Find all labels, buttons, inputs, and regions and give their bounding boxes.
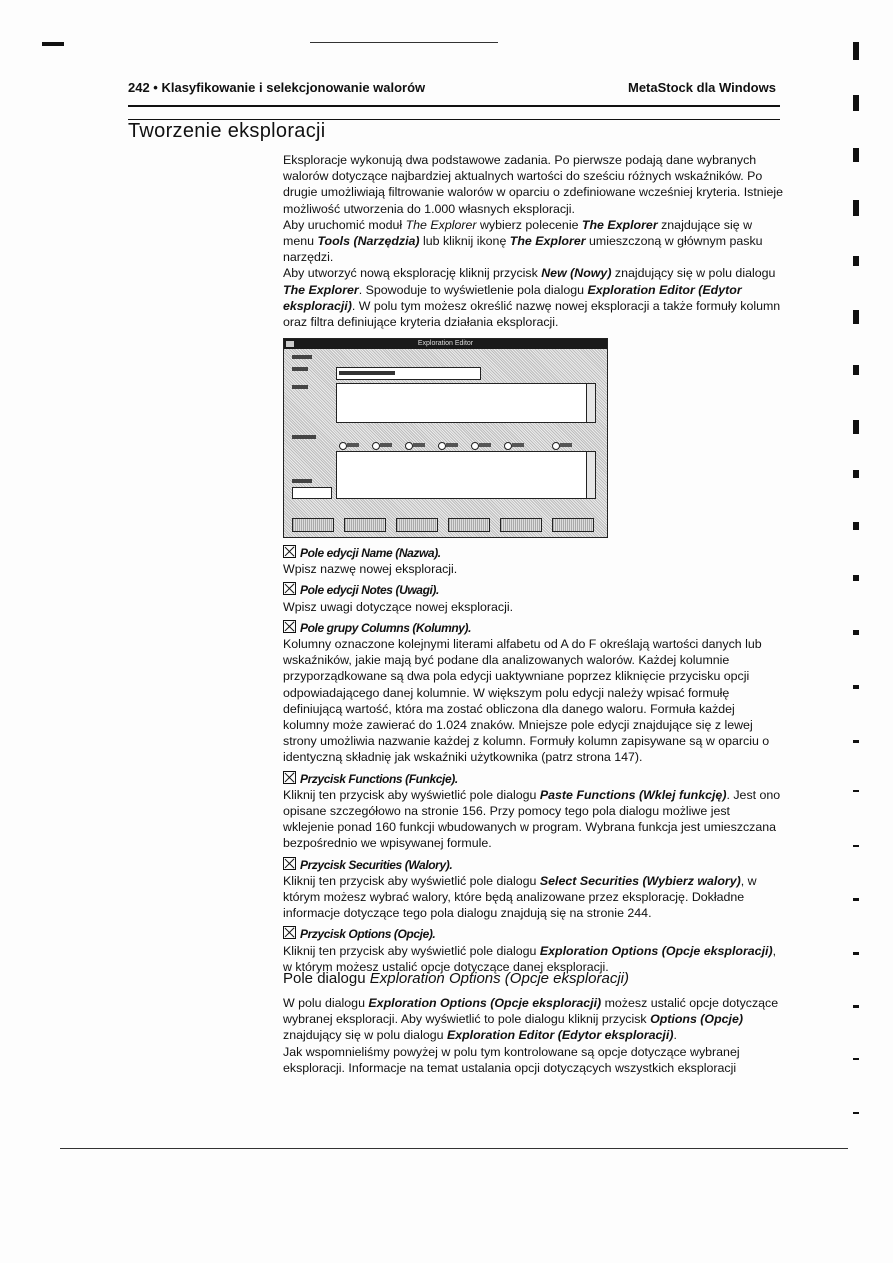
dialog-radio: [438, 442, 446, 450]
dialog-help-button: [552, 518, 594, 532]
dialog-notes-field: [336, 383, 596, 423]
list-item: [283, 582, 783, 614]
dialog-radio-label: [479, 443, 491, 447]
intro-text: [283, 152, 783, 330]
scan-mark: [853, 310, 859, 324]
dialog-label: [292, 367, 308, 371]
scan-mark: [853, 790, 859, 792]
checkbox-x-icon: [283, 926, 296, 939]
dialog-scrollbar: [586, 384, 595, 422]
dialog-radio: [552, 442, 560, 450]
checkbox-x-icon: [283, 582, 296, 595]
item-heading: Pole edycji Name (Nazwa).: [300, 546, 441, 560]
item-body: Kliknij ten przycisk aby wyświetlić pole dialogu Paste Functions (Wklej funkcję). Jest ono opisane szczegółowo na stronie 156. Przy pomocy tego pola dialogu możliwe jest wklejenie ponad 160 funkcji wbudowanych w program. Wybrana funkcja jest umieszczana bezpośrednio we wpisywanej formule.: [283, 787, 781, 851]
footer-rule: [60, 1148, 848, 1149]
scan-mark: [853, 95, 859, 111]
scan-mark: [853, 200, 859, 216]
subsection-paragraph-1: W polu dialogu Exploration Options (Opcje eksploracji) możesz ustalić opcje dotyczące wybranej eksploracji. Aby wyświetlić to pole dialogu kliknij przycisk Options (Opcje) znajdujący się w polu dialogu Exploration Editor (Edytor eksploracji).: [283, 996, 779, 1043]
dialog-options-button: [500, 518, 542, 532]
scan-line: [310, 42, 498, 43]
dialog-name-field: [336, 367, 481, 380]
section-title: Tworzenie eksploracji: [128, 120, 326, 142]
scan-mark: [853, 952, 859, 955]
dialog-radio-label: [560, 443, 572, 447]
scan-mark: [853, 898, 859, 901]
item-body: Kolumny oznaczone kolejnymi literami alfabetu od A do F określają wartości danych lub wskaźników, jakie mają być podane dla analizowanych walorów. Każdej kolumnie przyporządkowane są dwa pola edycji uaktywniane poprzez kliknięcie przycisku opcji odpowiadającego danej kolumnie. W większym polu edycji należy wpisać formułę definiującą wartość, która ma zostać obliczona dla danego waloru. Formuła każdej kolumny może zawierać do 1.024 znaków. Mniejsze pole edycji znajdujące się z lewej strony umożliwia nazwanie każdej z kolumn. Formuły kolumn zapisywane są w oparciu o identyczną składnię jak wskaźniki użytkownika (patrz strona 147).: [283, 637, 770, 765]
checkbox-x-icon: [283, 620, 296, 633]
dialog-radio: [339, 442, 347, 450]
running-header-right: MetaStock dla Windows: [628, 80, 776, 95]
subsection-title: Pole dialogu Exploration Options (Opcje eksploracji): [283, 970, 630, 987]
checkbox-x-icon: [283, 545, 296, 558]
scan-mark: [853, 470, 859, 478]
dialog-ok-button: [292, 518, 334, 532]
dialog-radio: [405, 442, 413, 450]
list-item: [283, 620, 783, 766]
item-heading: Przycisk Functions (Funkcje).: [300, 771, 458, 786]
dialog-securities-button: [448, 518, 490, 532]
list-item: [283, 926, 783, 975]
scan-mark: [853, 1112, 859, 1114]
checkbox-x-icon: [283, 771, 296, 784]
dialog-radio-label: [347, 443, 359, 447]
dialog-label: [292, 385, 308, 389]
item-list: [283, 545, 783, 975]
dialog-radio-label: [413, 443, 425, 447]
dialog-system-menu-icon: [286, 341, 294, 347]
checkbox-x-icon: [283, 857, 296, 870]
dialog-label: [292, 479, 312, 483]
list-item: [283, 545, 783, 577]
item-heading: Przycisk Securities (Walory).: [300, 857, 453, 872]
exploration-editor-screenshot: [283, 338, 608, 538]
dialog-radio-label: [380, 443, 392, 447]
intro-paragraph-2: Aby uruchomić moduł The Explorer wybierz polecenie The Explorer znajdujące się w menu Tools (Narzędzia) lub kliknij ikonę The Explorer umieszczoną w głównym pasku narzędzi.: [283, 217, 763, 265]
dialog-column-formula-field: [336, 451, 596, 499]
scan-mark: [853, 845, 859, 847]
scan-mark: [853, 256, 859, 266]
intro-paragraph-3: Aby utworzyć nową eksplorację kliknij przycisk New (Nowy) znajdujący się w polu dialogu The Explorer. Spowoduje to wyświetlenie pola dialogu Exploration Editor (Edytor eksploracji). W polu tym możesz określić nazwę nowej eksploracji a także formuły kolumn oraz filtra definiujące kryteria działania eksploracji.: [283, 266, 781, 330]
scan-mark: [853, 42, 859, 60]
scan-mark: [853, 575, 859, 581]
item-heading: Przycisk Options (Opcje).: [300, 927, 436, 942]
dialog-cancel-button: [344, 518, 386, 532]
dialog-radio-label: [512, 443, 524, 447]
dialog-radio: [471, 442, 479, 450]
dialog-column-name-field: [292, 487, 332, 499]
scan-mark: [853, 420, 859, 434]
item-body: Kliknij ten przycisk aby wyświetlić pole dialogu Exploration Options (Opcje eksploracji), w którym możesz ustalić opcje dotyczące danej eksploracji.: [283, 943, 777, 974]
subsection-text: [283, 995, 783, 1076]
dialog-radio: [372, 442, 380, 450]
scan-mark: [853, 740, 859, 743]
dialog-title: Exploration Editor: [417, 340, 474, 347]
item-body: Kliknij ten przycisk aby wyświetlić pole dialogu Select Securities (Wybierz walory), w którym możesz wybrać walory, które będą analizowane przez eksplorację. Dokładne informacje dotyczące tego pola dialogu znajdują się na stronie 244.: [283, 873, 757, 921]
scan-mark: [853, 685, 859, 689]
item-body: Wpisz uwagi dotyczące nowej eksploracji.: [283, 599, 514, 614]
intro-paragraph-1: Eksploracje wykonują dwa podstawowe zadania. Po pierwsze podają dane wybranych walorów dotyczące najbardziej aktualnych wartości do sześciu różnych wskaźników. Po drugie umożliwiają filtrowanie walorów w oparciu o zdefiniowane wcześniej kryteria. Istnieje możliwość utworzenia do 1.000 własnych eksploracji.: [283, 153, 783, 216]
dialog-radio-label: [446, 443, 458, 447]
list-item: [283, 857, 783, 922]
scan-mark: [853, 630, 859, 635]
dialog-title-bar: [284, 339, 607, 349]
dialog-functions-button: [396, 518, 438, 532]
scan-mark: [853, 1005, 859, 1008]
scan-mark: [853, 148, 859, 162]
scan-mark: [853, 522, 859, 530]
scan-mark: [853, 365, 859, 375]
dialog-radio: [504, 442, 512, 450]
scan-mark: [42, 42, 64, 46]
scan-mark: [853, 1058, 859, 1060]
dialog-scrollbar: [586, 452, 595, 498]
dialog-label: [292, 435, 316, 439]
dialog-label: [292, 355, 312, 359]
running-header-left: 242 • Klasyfikowanie i selekcjonowanie walorów: [128, 80, 426, 95]
list-item: [283, 771, 783, 852]
header-rule: [128, 105, 780, 107]
item-heading: Pole grupy Columns (Kolumny).: [300, 620, 472, 635]
item-body: Wpisz nazwę nowej eksploracji.: [283, 562, 458, 577]
item-heading: Pole edycji Notes (Uwagi).: [300, 583, 439, 598]
subsection-paragraph-2: Jak wspomnieliśmy powyżej w polu tym kontrolowane są opcje dotyczące wybranej eksploracji. Informacje na temat ustalania opcji dotyczących wszystkich eksploracji: [283, 1044, 740, 1075]
